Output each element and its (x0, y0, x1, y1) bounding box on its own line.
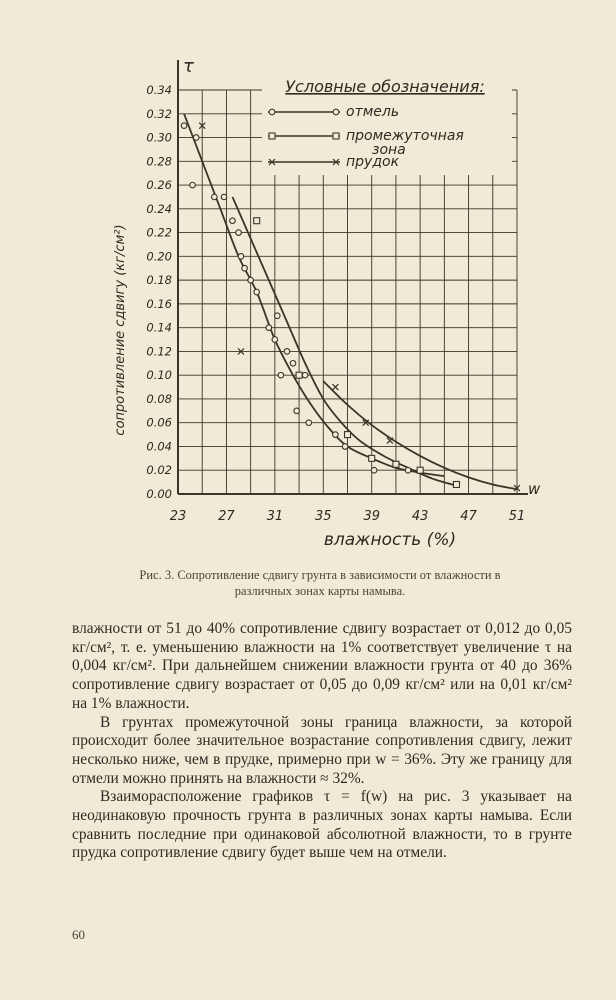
x-tick-label: 47 (460, 509, 477, 524)
data-point-square (453, 481, 459, 487)
y-tick-label: 0.26 (146, 178, 172, 193)
legend-label: промежуточная (346, 128, 464, 144)
data-point-square (393, 461, 399, 467)
data-point-circle (230, 218, 236, 224)
data-point-square (417, 467, 423, 473)
y-tick-label: 0.30 (146, 130, 172, 145)
y-tick-label: 0.12 (146, 344, 172, 359)
y-tick-label: 0.34 (146, 83, 172, 97)
y-tick-label: 0.28 (146, 154, 172, 169)
paragraph: влажности от 51 до 40% сопротивление сдвигу возрастает от 0,012 до 0,05 кг/см², т. е. уменьшению влажности на 1% соответствует увеличение τ на 0,004 кг/см². При дальнейшем снижении влажности грунта от 40 до 36% сопротивление сдвигу возрастает от 0,05 до 0,09 кг/см² или на 0,01 кг/см² на 1% влажности. (72, 620, 572, 712)
y-tick-labels (146, 83, 172, 501)
data-point-circle (238, 254, 244, 260)
y-tick-label: 0.16 (146, 296, 172, 311)
x-tick-label: 27 (218, 509, 235, 524)
data-point-circle (302, 372, 308, 378)
x-tick-label: 31 (266, 509, 284, 524)
x-tick-label: 39 (363, 509, 380, 524)
legend-title: Условные обозначения: (285, 77, 485, 96)
data-point-square (254, 218, 260, 224)
x-axis-label: влажность (%) (323, 530, 457, 550)
y-tick-label: 0.10 (146, 368, 172, 383)
data-point-circle (248, 277, 254, 283)
data-point-circle (284, 349, 290, 355)
x-tick-label: 23 (169, 509, 187, 524)
y-tick-label: 0.08 (146, 391, 172, 406)
data-point-square (345, 432, 351, 438)
data-point-square (296, 372, 302, 378)
data-point-circle (278, 372, 284, 378)
data-point-circle (266, 325, 272, 331)
data-point-circle (242, 265, 248, 271)
data-point-circle (212, 194, 218, 200)
data-point-circle (190, 182, 196, 188)
data-point-circle (254, 289, 260, 295)
data-point-circle (272, 337, 278, 343)
x-tick-label: 43 (411, 509, 429, 524)
data-point-circle (405, 467, 411, 473)
y-tick-label: 0.04 (146, 439, 172, 454)
paragraph: В грунтах промежуточной зоны граница влажности, за которой происходит более значительное возрастание сопротивления сдвигу, лежит несколько ниже, чем в прудке, примерно при w = 36%. Эту же границу для отмели можно принять на влажности ≈ 32%. (72, 713, 572, 787)
data-point-circle (306, 420, 312, 426)
legend-label: отмель (346, 104, 400, 120)
y-tick-label: 0.22 (146, 225, 172, 240)
y-tick-label: 0.24 (146, 201, 172, 216)
data-point-circle (371, 467, 377, 473)
paragraph: Взаиморасположение графиков τ = f(w) на рис. 3 указывает на неодинаковую прочность грунта в различных зонах карты намыва. Если сравнить последние при одинаковой абсолютной влажности, то в грунте прудка сопротивление сдвигу будет выше чем на отмели. (72, 788, 572, 862)
figure-caption: Рис. 3. Сопротивление сдвигу грунта в зависимости от влажности в различных зонах карты намыва. (139, 568, 501, 598)
data-point-square (369, 455, 375, 461)
y-tick-label: 0.06 (146, 415, 172, 430)
body-text (72, 620, 572, 863)
data-point-circle (342, 444, 348, 450)
legend-label-continued: зона (372, 142, 406, 158)
data-point-circle (274, 313, 280, 319)
data-point-circle (193, 135, 199, 141)
x-tick-label: 51 (508, 509, 526, 524)
y-tick-label: 0.14 (146, 320, 172, 335)
data-point-x (332, 384, 338, 390)
y-axis-label: сопротивление сдвигу (кг/см²) (113, 224, 128, 436)
y-tick-label: 0.18 (146, 273, 172, 288)
x-tick-labels (170, 509, 526, 524)
y-tick-label: 0.32 (146, 106, 172, 121)
legend-marker-square (269, 133, 275, 139)
y-tick-label: 0.20 (146, 249, 172, 264)
page-number: 60 (72, 927, 85, 942)
y-axis-symbol: τ (183, 56, 194, 77)
chart-legend (262, 75, 512, 175)
y-tick-label: 0.00 (146, 487, 172, 501)
data-point-circle (333, 432, 339, 438)
data-point-circle (181, 123, 187, 129)
legend-marker-circle (333, 109, 339, 115)
data-point-circle (236, 230, 242, 236)
chart-points (181, 123, 520, 491)
x-axis-symbol: w (528, 480, 541, 498)
data-point-circle (294, 408, 300, 414)
data-point-circle (290, 360, 296, 366)
legend-label: прудок (346, 154, 400, 170)
x-tick-label: 35 (315, 509, 332, 524)
legend-marker-square (333, 133, 339, 139)
y-tick-label: 0.02 (146, 463, 172, 478)
data-point-circle (221, 194, 227, 200)
legend-marker-circle (269, 109, 275, 115)
curve-square (232, 197, 456, 486)
